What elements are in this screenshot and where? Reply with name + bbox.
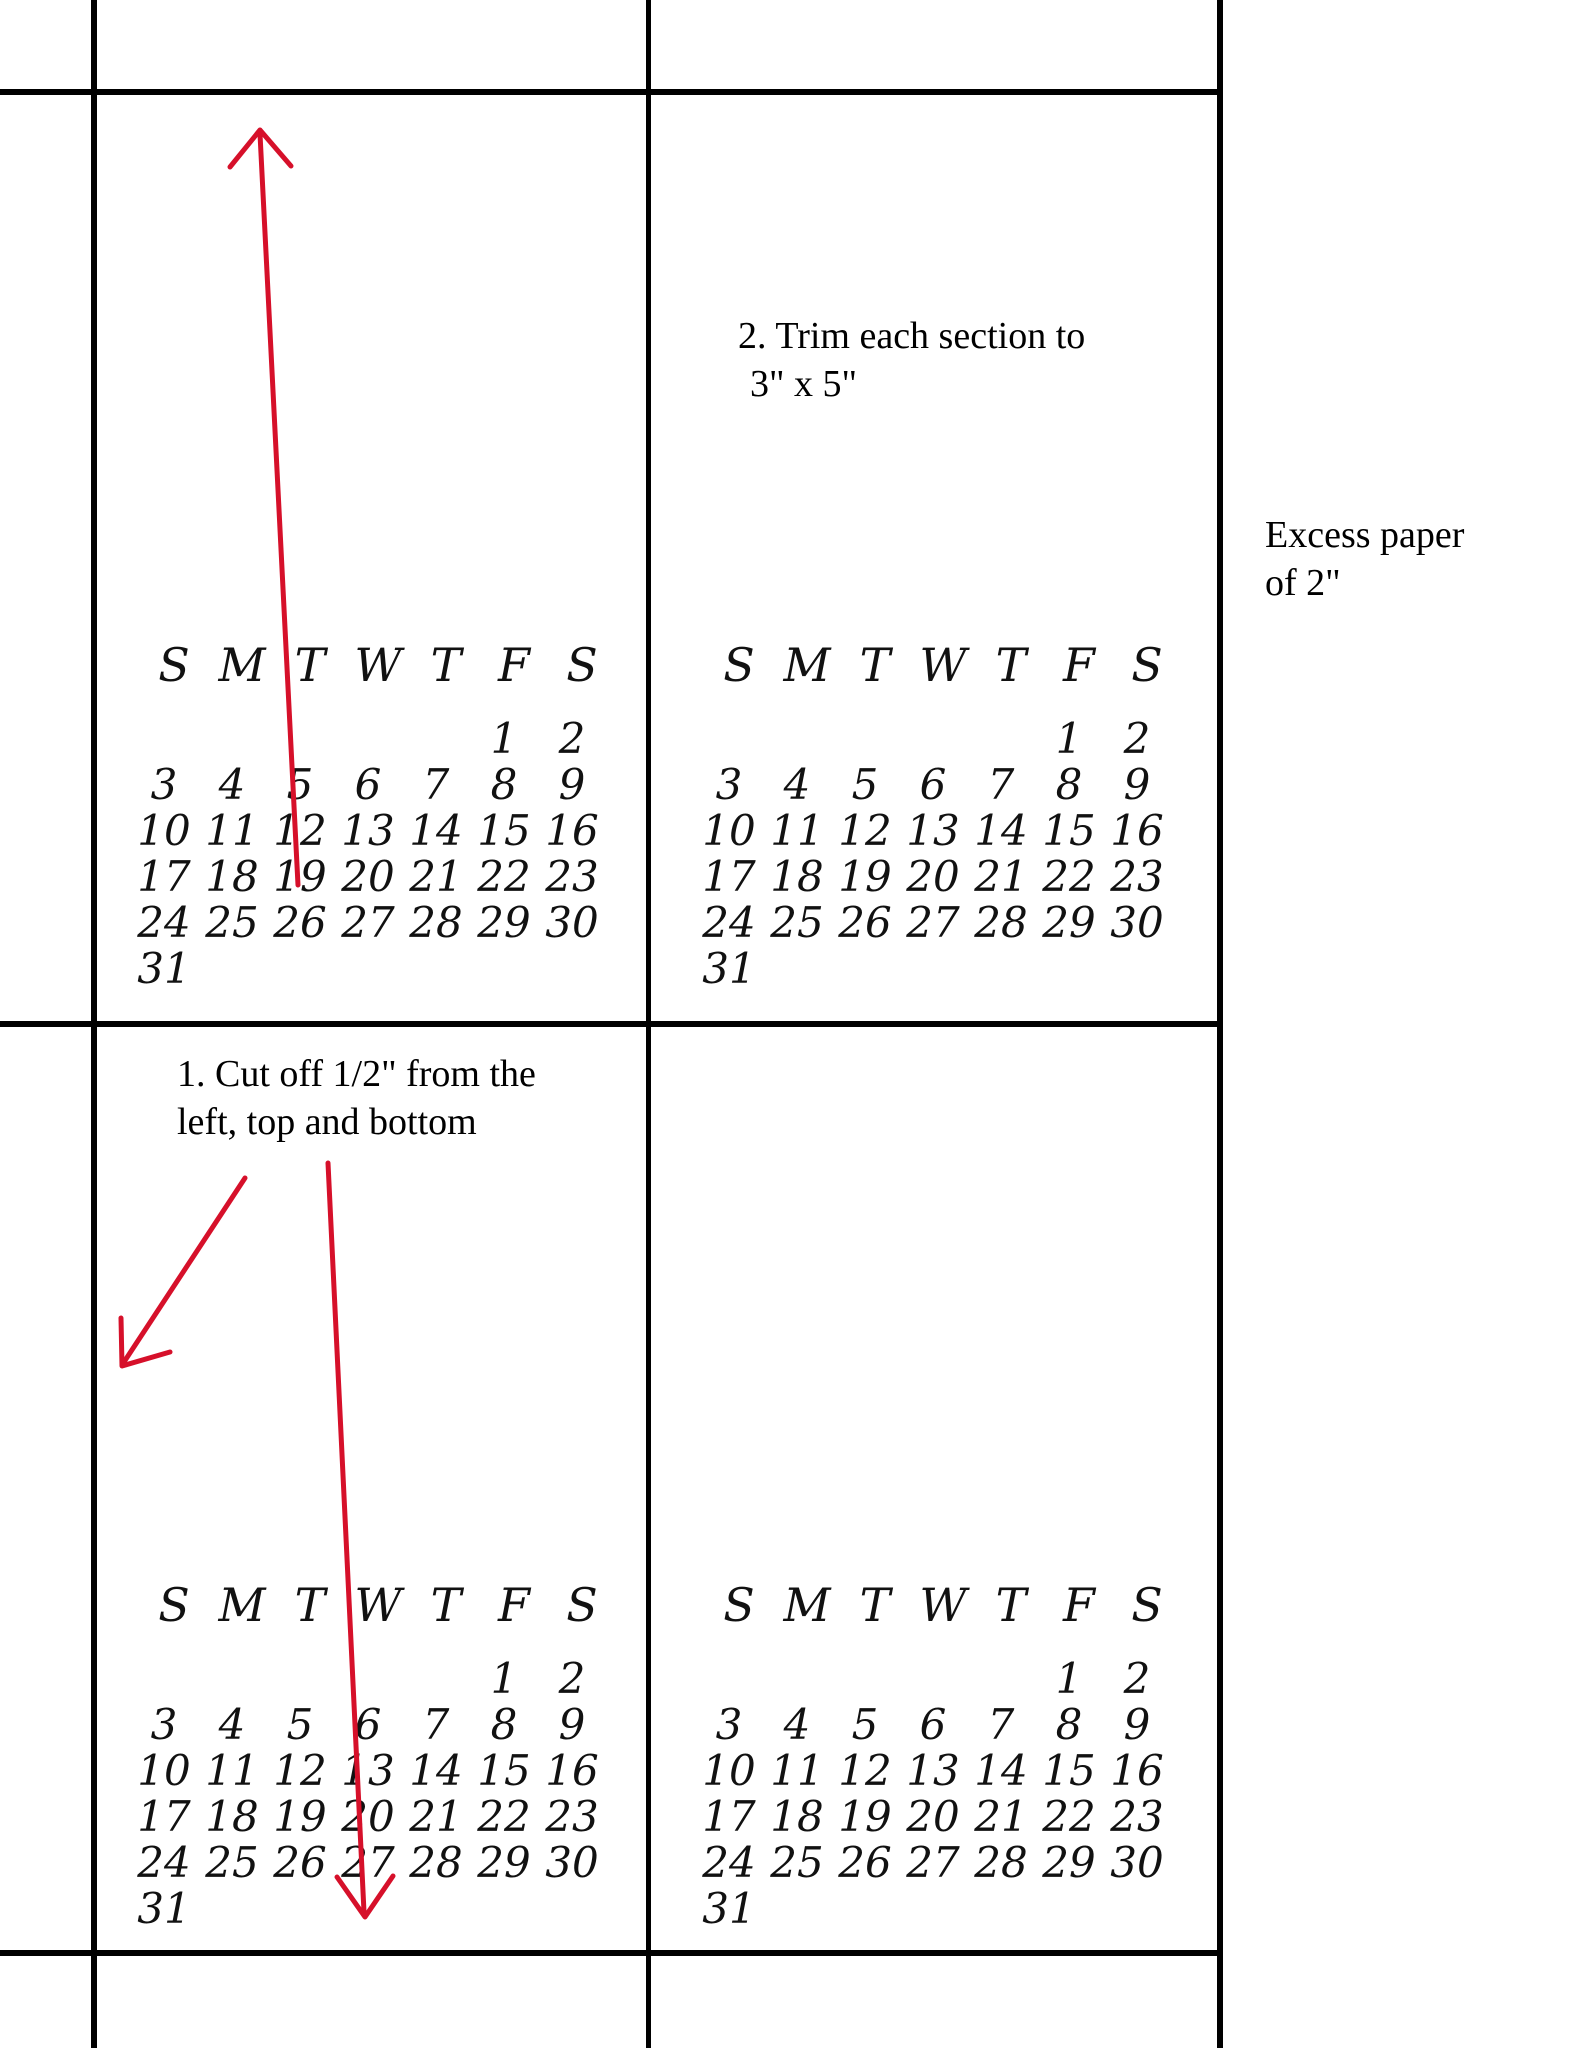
calendar-day: 31 [137, 944, 191, 993]
calendar-day: 11 [205, 806, 259, 855]
calendar-day: 19 [273, 852, 327, 901]
excess-line1: Excess paper [1265, 514, 1465, 556]
calendar-day: 5 [286, 760, 314, 809]
weekday-header: W [919, 638, 967, 692]
calendar-day: 24 [702, 898, 756, 947]
calendar-day: 14 [974, 1746, 1028, 1795]
calendar-day: 26 [838, 898, 892, 947]
cut-line-horizontal-top [0, 89, 1217, 95]
calendar-day: 28 [974, 1838, 1028, 1887]
calendar-day: 3 [150, 1700, 178, 1749]
calendar-day: 23 [545, 852, 599, 901]
weekday-header: T [995, 638, 1027, 692]
calendar-day: 25 [205, 1838, 259, 1887]
calendar-day: 24 [702, 1838, 756, 1887]
calendar-day: 23 [1110, 852, 1164, 901]
calendar-day: 6 [919, 1700, 947, 1749]
calendar-day: 3 [715, 1700, 743, 1749]
calendar-day: 6 [919, 760, 947, 809]
calendar-day: 17 [702, 852, 756, 901]
calendar-day: 21 [974, 852, 1028, 901]
calendar-day: 16 [545, 1746, 599, 1795]
calendar-day: 30 [1110, 1838, 1164, 1887]
weekday-header: F [498, 638, 530, 692]
calendar-day: 10 [137, 806, 191, 855]
cut-line-horizontal-middle [0, 1021, 1217, 1027]
calendar-day: 10 [137, 1746, 191, 1795]
calendar-day: 31 [137, 1884, 191, 1933]
weekday-header: F [1063, 638, 1095, 692]
calendar-day: 29 [477, 898, 531, 947]
step1-note [177, 1050, 536, 1146]
up-arrow-head [230, 130, 291, 167]
calendar-day: 22 [477, 1792, 531, 1841]
weekday-header: T [859, 1578, 891, 1632]
calendar-day: 13 [341, 1746, 395, 1795]
calendar-day: 27 [341, 898, 395, 947]
step2-line1: 2. Trim each section to [738, 315, 1086, 357]
calendar-day: 9 [558, 760, 586, 809]
calendar-day: 31 [702, 944, 756, 993]
calendar-day: 2 [1123, 714, 1151, 763]
calendar-day: 16 [1110, 806, 1164, 855]
calendar-day: 10 [702, 1746, 756, 1795]
calendar-day: 2 [1123, 1654, 1151, 1703]
weekday-header: T [430, 638, 462, 692]
weekday-header: S [566, 638, 598, 692]
calendar-day: 13 [341, 806, 395, 855]
step2-note [738, 312, 1085, 408]
calendar-day: 29 [477, 1838, 531, 1887]
weekday-header: T [995, 1578, 1027, 1632]
calendar-day: 21 [974, 1792, 1028, 1841]
diagonal-arrow-shaft [124, 1178, 245, 1362]
calendar-day: 24 [137, 1838, 191, 1887]
calendar-day: 25 [770, 898, 824, 947]
calendar-day: 24 [137, 898, 191, 947]
calendar-day: 26 [838, 1838, 892, 1887]
calendar-day: 14 [409, 1746, 463, 1795]
step1-line2: left, top and bottom [177, 1101, 477, 1143]
calendar-day: 2 [558, 714, 586, 763]
calendar-day: 10 [702, 806, 756, 855]
calendar-day: 11 [770, 806, 824, 855]
calendar-day: 8 [1055, 760, 1083, 809]
diagonal-arrow-head [121, 1318, 170, 1366]
calendar-day: 13 [906, 806, 960, 855]
calendar-top-right [695, 638, 1215, 993]
calendar-day: 17 [137, 852, 191, 901]
calendar-day: 12 [273, 1746, 327, 1795]
calendar-day: 1 [1055, 714, 1083, 763]
calendar-day: 22 [1042, 1792, 1096, 1841]
calendar-day: 27 [906, 1838, 960, 1887]
calendar-day: 28 [974, 898, 1028, 947]
calendar-day: 1 [490, 1654, 518, 1703]
calendar-day: 20 [341, 852, 395, 901]
calendar-day: 7 [422, 760, 450, 809]
step2-line2: 3" x 5" [750, 363, 858, 405]
calendar-day: 6 [354, 1700, 382, 1749]
calendar-day: 4 [783, 1700, 811, 1749]
calendar-day: 3 [715, 760, 743, 809]
calendar-day: 4 [218, 760, 246, 809]
calendar-day: 8 [490, 760, 518, 809]
calendar-day: 30 [545, 898, 599, 947]
calendar-day: 3 [150, 760, 178, 809]
calendar-day: 7 [422, 1700, 450, 1749]
calendar-day: 11 [205, 1746, 259, 1795]
weekday-header: S [158, 1578, 190, 1632]
calendar-day: 2 [558, 1654, 586, 1703]
calendar-day: 23 [1110, 1792, 1164, 1841]
calendar-day: 21 [409, 852, 463, 901]
calendar-bottom-left [130, 1578, 650, 1933]
weekday-header: F [1063, 1578, 1095, 1632]
weekday-header: S [1131, 638, 1163, 692]
calendar-day: 8 [1055, 1700, 1083, 1749]
calendar-day: 5 [286, 1700, 314, 1749]
calendar-top-left [130, 638, 650, 993]
calendar-day: 1 [1055, 1654, 1083, 1703]
calendar-day: 22 [1042, 852, 1096, 901]
calendar-day: 20 [341, 1792, 395, 1841]
calendar-day: 26 [273, 1838, 327, 1887]
calendar-day: 11 [770, 1746, 824, 1795]
calendar-day: 14 [409, 806, 463, 855]
calendar-bottom-right [695, 1578, 1215, 1933]
calendar-day: 14 [974, 806, 1028, 855]
calendar-day: 15 [1042, 1746, 1096, 1795]
calendar-day: 18 [770, 852, 824, 901]
calendar-day: 17 [702, 1792, 756, 1841]
calendar-day: 21 [409, 1792, 463, 1841]
weekday-header: S [1131, 1578, 1163, 1632]
calendar-day: 30 [545, 1838, 599, 1887]
calendar-day: 19 [838, 1792, 892, 1841]
calendar-day: 12 [838, 806, 892, 855]
calendar-day: 4 [218, 1700, 246, 1749]
cut-line-horizontal-bottom [0, 1950, 1217, 1956]
weekday-header: T [430, 1578, 462, 1632]
excess-line2: of 2" [1265, 562, 1341, 604]
step1-line1: 1. Cut off 1/2" from the [177, 1053, 536, 1095]
weekday-header: F [498, 1578, 530, 1632]
weekday-header: M [218, 1578, 266, 1632]
calendar-day: 6 [354, 760, 382, 809]
weekday-header: W [919, 1578, 967, 1632]
calendar-day: 8 [490, 1700, 518, 1749]
calendar-day: 7 [987, 760, 1015, 809]
calendar-day: 27 [341, 1838, 395, 1887]
calendar-day: 9 [1123, 760, 1151, 809]
calendar-day: 5 [851, 1700, 879, 1749]
calendar-day: 7 [987, 1700, 1015, 1749]
calendar-day: 17 [137, 1792, 191, 1841]
calendar-day: 22 [477, 852, 531, 901]
weekday-header: T [294, 638, 326, 692]
weekday-header: W [354, 638, 402, 692]
calendar-day: 18 [770, 1792, 824, 1841]
weekday-header: T [859, 638, 891, 692]
calendar-day: 18 [205, 1792, 259, 1841]
calendar-day: 15 [1042, 806, 1096, 855]
calendar-day: 16 [545, 806, 599, 855]
calendar-day: 29 [1042, 1838, 1096, 1887]
calendar-day: 15 [477, 806, 531, 855]
weekday-header: M [783, 638, 831, 692]
calendar-day: 15 [477, 1746, 531, 1795]
calendar-day: 12 [838, 1746, 892, 1795]
calendar-day: 28 [409, 898, 463, 947]
calendar-day: 20 [906, 1792, 960, 1841]
weekday-header: S [723, 638, 755, 692]
calendar-day: 20 [906, 852, 960, 901]
calendar-day: 27 [906, 898, 960, 947]
calendar-day: 12 [273, 806, 327, 855]
calendar-day: 28 [409, 1838, 463, 1887]
calendar-day: 4 [783, 760, 811, 809]
calendar-day: 5 [851, 760, 879, 809]
calendar-day: 19 [273, 1792, 327, 1841]
calendar-day: 9 [1123, 1700, 1151, 1749]
excess-paper-note [1265, 511, 1464, 607]
calendar-day: 29 [1042, 898, 1096, 947]
calendar-day: 30 [1110, 898, 1164, 947]
weekday-header: M [783, 1578, 831, 1632]
calendar-day: 13 [906, 1746, 960, 1795]
calendar-day: 18 [205, 852, 259, 901]
calendar-day: 9 [558, 1700, 586, 1749]
weekday-header: S [158, 638, 190, 692]
calendar-day: 16 [1110, 1746, 1164, 1795]
weekday-header: S [723, 1578, 755, 1632]
calendar-day: 1 [490, 714, 518, 763]
calendar-day: 23 [545, 1792, 599, 1841]
weekday-header: S [566, 1578, 598, 1632]
weekday-header: M [218, 638, 266, 692]
calendar-day: 19 [838, 852, 892, 901]
calendar-day: 26 [273, 898, 327, 947]
weekday-header: W [354, 1578, 402, 1632]
calendar-day: 25 [205, 898, 259, 947]
calendar-day: 31 [702, 1884, 756, 1933]
cut-line-vertical-right [1217, 0, 1223, 2048]
calendar-day: 25 [770, 1838, 824, 1887]
weekday-header: T [294, 1578, 326, 1632]
